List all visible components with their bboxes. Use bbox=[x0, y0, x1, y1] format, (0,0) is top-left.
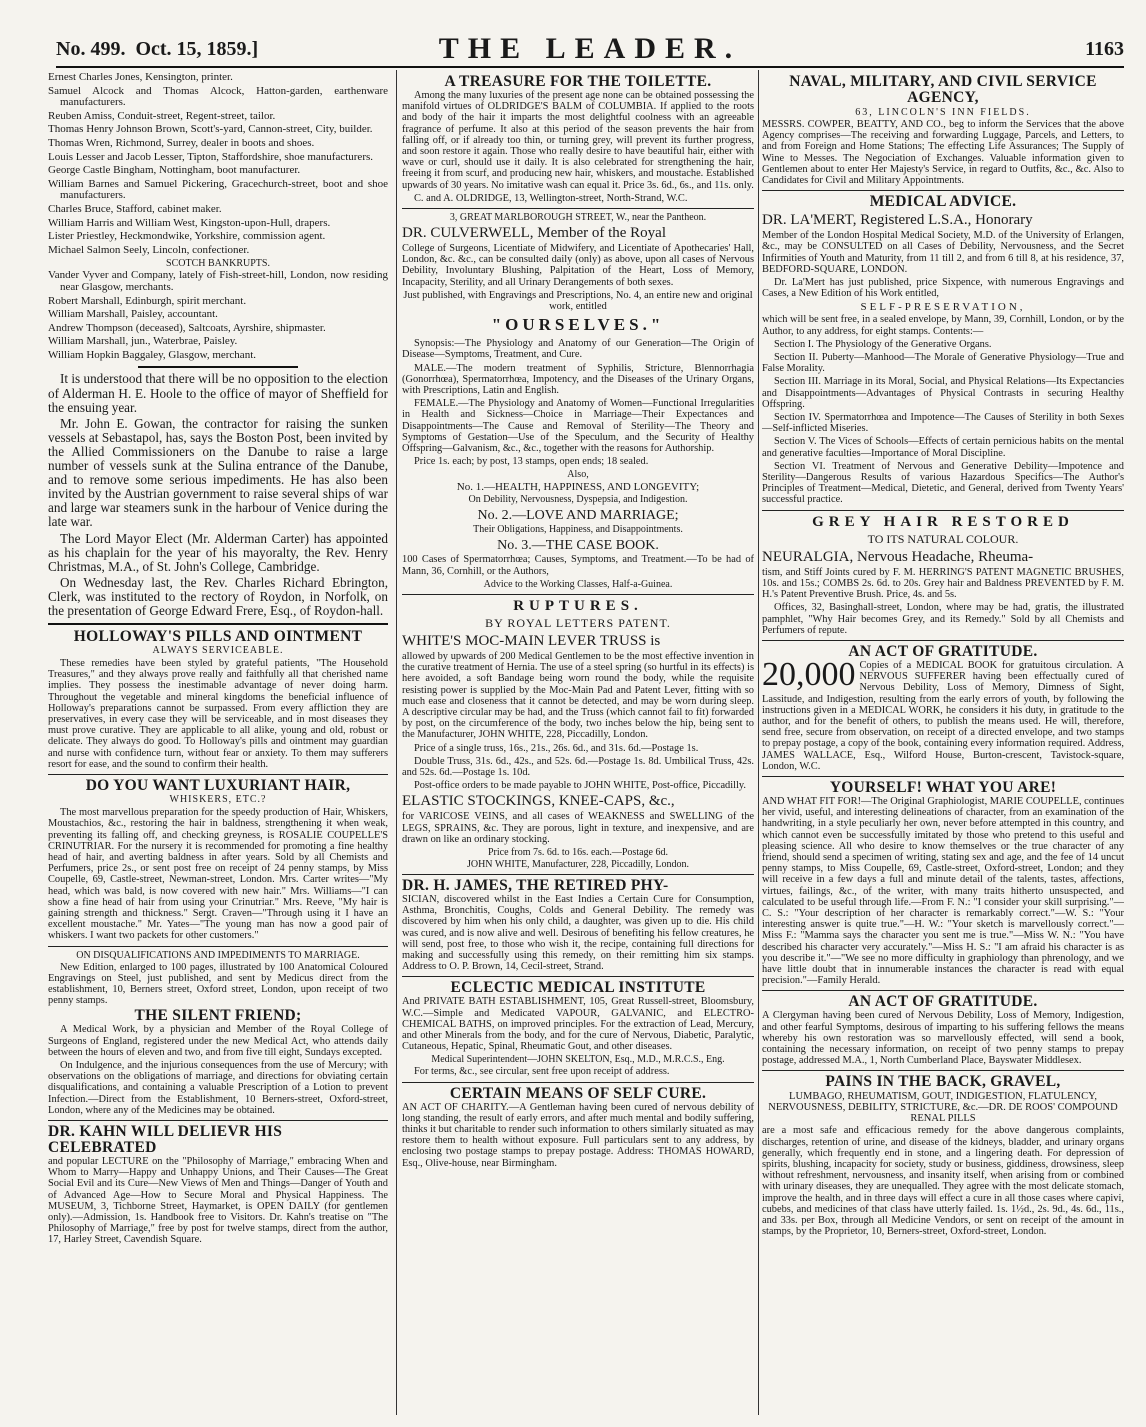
ad-title: HOLLOWAY'S PILLS AND OINTMENT bbox=[73, 628, 363, 646]
ad-title: THE SILENT FRIEND; bbox=[134, 1007, 302, 1025]
list-item: Section V. The Vices of Schools—Effects of certain pernicious habits on the mental and generative faculties—Importance of Moral Discipline. bbox=[762, 436, 1124, 459]
ad-title: GREY HAIR RESTORED bbox=[812, 513, 1074, 530]
list-item: William Harris and William West, Kingston-upon-Hull, drapers. bbox=[48, 216, 331, 229]
toilette-ad bbox=[402, 74, 754, 204]
list-item: Section IV. Spermatorrhœa and Impotence—The Causes of Sterility in both Sexes—Self-inflicted Miseries. bbox=[762, 412, 1124, 435]
column-rule bbox=[396, 70, 397, 1415]
ad-address: 63, LINCOLN'S INN FIELDS. bbox=[855, 107, 1031, 118]
news-paragraph: On Wednesday last, the Rev. Charles Richard Ebrington, Clerk, was instituted to the rectory of Roydon, in Norfolk, on the presentation of George Edward Frere, Esq., of Roydon-hall. bbox=[48, 574, 388, 618]
divider bbox=[48, 1120, 388, 1121]
column-rule bbox=[758, 70, 759, 1415]
naval-agency-ad bbox=[762, 74, 1124, 186]
renal-pills-ad bbox=[762, 1074, 1124, 1237]
ad-body: These remedies have been styled by grateful patients, "The Household Treasures," and they always prove really and faithfully all that cherished name implies. They possess the inestimable advantage of never doing harm. Throughout the vegetable and mineral kingdoms the beneficial influence of Holloway's preparations cannot be surpassed. From every affliction they are preservatives, in every case they will be serviceable, and in most diseases they must prove curative. They are applicable to all alike, young and old, robust or delicate. They always do good. To Holloway's pills and ointment may guardian and nurse with confidence turn, without fear or anxiety. To them may sufferers resort for ease, and the sound to confirm their health. bbox=[48, 658, 388, 770]
ad-title: NAVAL, MILITARY, AND CIVIL SERVICE AGENCY, bbox=[789, 73, 1097, 106]
ad-price: Price 1s. each; by post, 13 stamps, open ends; 18 sealed. bbox=[414, 456, 649, 468]
ad-body: are a most safe and efficacious remedy for the above dangerous complaints, discharges, retention of urine, and disease of the kidneys, bladder, and urinary organs generally, which frequently end in stone, and a lingering death. For depression of spirits, blushing, incapacity for society, study or business, giddiness, drowsiness, sleep without refreshment, nervousness, and insanity itself, when arising from or combined with urinary diseases, they are unequalled. They agree with the most delicate stomach, improve the health, and in three days will effect a cure in all those cases where capivi, cubebs, and medicines of that class have utterly failed. 1s. 1½d., 2s. 9d., 4s. 6d., 11s., and 33s. per Box, through all Medicine Vendors, or sent on receipt of the amount in stamps, by the Proprietor, 10, Berners-street, Oxford-street, London. bbox=[762, 1125, 1124, 1238]
ad-title: ELASTIC STOCKINGS, KNEE-CAPS, &c., bbox=[402, 793, 675, 810]
list-item: Thomas Henry Johnson Brown, Scott's-yard, Cannon-street, City, builder. bbox=[48, 123, 373, 136]
divider bbox=[48, 623, 388, 625]
ad-body: Offices, 32, Basinghall-street, London, where may be had, gratis, the illustrated pamphlet, "Why Hair becomes Grey, and its Remedy." Sold by all Chemists and Perfumers of repute. bbox=[762, 602, 1124, 636]
ad-subtitle: ALWAYS SERVICEABLE. bbox=[152, 645, 284, 657]
ad-body: AN ACT OF CHARITY.—A Gentleman having been cured of nervous debility of long standing, the result of early errors, and after much mental and bodily suffering, thinks it but charitable to render such information to others similarly situated as may restore them to health without exposure. Full particulars sent to any address, by enclosing two postage stamps to prepay postage. Address: THOMAS HOWARD, Esq., Olive-house, near Birmingham. bbox=[402, 1101, 754, 1169]
ad-title: PAINS IN THE BACK, GRAVEL, bbox=[825, 1073, 1061, 1091]
ad-body: For terms, &c., see circular, sent free upon receipt of address. bbox=[414, 1066, 670, 1078]
list-item: Michael Salmon Seely, Lincoln, confectioner. bbox=[48, 243, 250, 256]
ad-address: C. and A. OLDRIDGE, 13, Wellington-street, North-Strand, W.C. bbox=[414, 192, 688, 204]
divider bbox=[402, 874, 754, 875]
scotch-bankrupts-list bbox=[48, 270, 388, 361]
list-item: Thomas Wren, Richmond, Surrey, dealer in boots and shoes. bbox=[48, 136, 315, 149]
divider bbox=[402, 1082, 754, 1083]
ad-title: NEURALGIA, Nervous Headache, Rheuma- bbox=[762, 548, 1034, 565]
divider bbox=[762, 640, 1124, 641]
big-number: 20,000 bbox=[762, 655, 856, 693]
divider bbox=[762, 990, 1124, 991]
list-item: Robert Marshall, Edinburgh, spirit merchant. bbox=[48, 294, 247, 307]
ad-body: Post-office orders to be made payable to JOHN WHITE, Post-office, Piccadilly. bbox=[414, 780, 747, 792]
ad-body: Copies of a MEDICAL BOOK for gratuitous circulation. A NERVOUS SUFFERER having been effectually cured of Nervous Debility, Loss of Memory, Dimness of Sight, Lassitude, and Indigestion, resulting from the early errors of youth, by following the instructions given in a MEDICAL WORK, he considers it his duty, in gratitude to the author, and for the benefit of others, to publish the means used. He will, therefore, send free, secure from observation, on receipt of a directed envelope, and two stamps to prepay postage, a copy of the book, containing every information required. Address, JAMES WALLACE, Esq., Wilford House, Burton-crescent, Tavistock-square, London, W.C. bbox=[762, 659, 1124, 772]
ad-body: New Edition, enlarged to 100 pages, illustrated by 100 Anatomical Coloured Engravings on Steel, just published, and sent by Medicus direct from the establishment, 10, Berners street, Oxford street, London, upon receipt of two penny stamps. bbox=[48, 961, 388, 1007]
ad-price: Price from 7s. 6d. to 16s. each.—Postage 6d. bbox=[488, 846, 668, 858]
ad-title: CERTAIN MEANS OF SELF CURE. bbox=[449, 1084, 707, 1102]
scotch-bankrupts-heading: SCOTCH BANKRUPTS. bbox=[166, 258, 270, 270]
column-1 bbox=[48, 72, 388, 1412]
graphiologist-ad bbox=[762, 780, 1124, 986]
list-item: Lister Priestley, Heckmondwike, Yorkshire, commission agent. bbox=[48, 230, 326, 243]
ad-subtitle: LUMBAGO, RHEUMATISM, GOUT, INDIGESTION, FLATULENCY, NERVOUSNESS, DEBILITY, STRICTURE, &c.—DR. DE ROOS' COMPOUND RENAL PILLS bbox=[768, 1091, 1118, 1125]
ad-body: MALE.—The modern treatment of Syphilis, Stricture, Blennorrhagia (Gonorrhœa), Spermatorrhœa, Impotency, and the Diseases of the Urinary Organs, with Prescriptions, Latin and English. bbox=[402, 362, 754, 397]
ad-title: AN ACT OF GRATITUDE. bbox=[848, 642, 1038, 660]
silent-friend-ad bbox=[48, 1008, 388, 1116]
list-item: Samuel Alcock and Thomas Alcock, Hatton-garden, earthenware manufacturers. bbox=[48, 84, 388, 109]
news-items bbox=[48, 372, 388, 618]
ad-body: Dr. La'Mert has just published, price Sixpence, with numerous Engravings and Cases, a New Edition of his Work entitled, bbox=[762, 277, 1124, 300]
james-ad bbox=[402, 878, 754, 972]
page-number: 1163 bbox=[1085, 38, 1124, 60]
kahn-ad bbox=[48, 1124, 388, 1246]
culverwell-ad bbox=[402, 212, 754, 590]
news-paragraph: Mr. John E. Gowan, the contractor for raising the sunken vessels at Sebastapol, has, says the Boston Post, been invited by the Allied Commissioners on the Danube to raise a large number of vessels sunk at the Sulina entrance of the Danube, and to remove some serious impediments. He has also been invited by the Austrian government to raise several ships of war and large war steamers sunk in the harbour of Venice during the late war. bbox=[48, 415, 388, 530]
ad-body: SICIAN, discovered whilst in the East Indies a Certain Cure for Consumption, Asthma, Bronchitis, Coughs, Colds and General Debility. The remedy was discovered by him when his only child, a daughter, was given up to die. His child was cured, and is now alive and well. Desirous of benefiting his fellow creatures, he will send, post free, to those who wish it, the recipe, containing full directions for making and successfully using this remedy, on their remitting him six stamps. Address to O. P. Brown, 14, Cecil-street, Strand. bbox=[402, 893, 754, 973]
divider bbox=[402, 594, 754, 595]
ad-body: Their Obligations, Happiness, and Disappointments. bbox=[473, 524, 683, 536]
paper-title: THE LEADER. bbox=[438, 32, 742, 65]
ad-body: On Indulgence, and the injurious consequences from the use of Mercury; with observations on the obligations of marriage, and directions for obviating certain disqualifications, and containing a valuable Prescription of a Lotion to prevent Infection.—Direct from the Establishment, 10 Berners-street, Oxford-street, London, where any of the Medicines may be obtained. bbox=[48, 1059, 388, 1116]
ad-body: Member of the London Hospital Medical Society, M.D. of the University of Erlangen, &c., may be CONSULTED on all Cases of Debility, Nervousness, and the Secret Infirmities of Youth and Maturity, from 11 till 2, and from 6 till 8, at his residence, 37, BEDFORD-SQUARE, LONDON. bbox=[762, 230, 1124, 275]
ad-body: On Debility, Nervousness, Dyspepsia, and Indigestion. bbox=[468, 494, 688, 506]
medical-advice-ad bbox=[762, 194, 1124, 505]
ad-subtitle: No. 1.—HEALTH, HAPPINESS, AND LONGEVITY; bbox=[456, 481, 700, 494]
divider bbox=[762, 776, 1124, 777]
divider bbox=[762, 510, 1124, 511]
grey-hair-ad bbox=[762, 514, 1124, 636]
divider bbox=[48, 774, 388, 775]
clergyman-ad bbox=[762, 994, 1124, 1066]
masthead bbox=[56, 30, 1124, 68]
list-item: Section VI. Treatment of Nervous and Generative Debility—Impotence and Sterility—Dangerous Results of various Hazardous Specifics—The Author's Principles of Treatment—Medical, Dietetic, and General, derived from Twenty Years' successful practice. bbox=[762, 460, 1124, 506]
self-cure-ad bbox=[402, 1086, 754, 1169]
ad-subtitle: WHISKERS, ETC.? bbox=[169, 794, 267, 806]
news-paragraph: The Lord Mayor Elect (Mr. Alderman Carter) has appointed as his chaplain for the year of his mayoralty, the Rev. Henry Christmas, M.A., of St. John's College, Cambridge. bbox=[48, 530, 388, 574]
book-title: "OURSELVES." bbox=[491, 315, 665, 335]
ad-address: JOHN WHITE, Manufacturer, 228, Piccadilly, London. bbox=[466, 858, 690, 870]
ad-title: MEDICAL ADVICE. bbox=[869, 193, 1017, 211]
ad-title: YOURSELF! WHAT YOU ARE! bbox=[829, 778, 1057, 796]
ad-title: ON DISQUALIFICATIONS AND IMPEDIMENTS TO MARRIAGE. bbox=[76, 949, 360, 961]
ad-body: Just published, with Engravings and Prescriptions, No. 4, an entire new and original work, entitled bbox=[403, 289, 753, 313]
ad-title: AN ACT OF GRATITUDE. bbox=[848, 993, 1038, 1011]
ad-body: tism, and Stiff Joints cured by F. M. HERRING'S PATENT MAGNETIC BRUSHES, 10s. and 15s.; COMBS 2s. 6d. to 20s. Grey hair and Baldness PREVENTED by F. M. H.'s Patent Preventive Brush. Price, 4s. and 5s. bbox=[762, 566, 1124, 601]
ad-title: WHITE'S MOC-MAIN LEVER TRUSS is bbox=[402, 632, 661, 649]
list-item: William Marshall, Paisley, accountant. bbox=[48, 308, 218, 321]
list-item: Ernest Charles Jones, Kensington, printer. bbox=[48, 72, 233, 83]
ad-address: 3, GREAT MARLBOROUGH STREET, W., near the Pantheon. bbox=[449, 212, 707, 224]
ad-subtitle: No. 2.—LOVE AND MARRIAGE; bbox=[477, 508, 679, 524]
column-3 bbox=[762, 72, 1124, 1412]
list-item: William Hopkin Baggaley, Glasgow, merchant. bbox=[48, 348, 256, 361]
list-item: Section I. The Physiology of the Generative Organs. bbox=[774, 338, 992, 350]
ad-title: A TREASURE FOR THE TOILETTE. bbox=[444, 73, 712, 90]
ad-body: The most marvellous preparation for the speedy production of Hair, Whiskers, Moustachios, &c., restoring the hair in baldness, strengthening it when weak, preventing its falling off, and checking greyness, is ROSALIE COUPELLE'S CRINUTRIAR. For the nursery it is recommended for promoting a fine healthy head of hair, and averting baldness in after years. Sold by all Chemists and Perfumers, price 2s., or sent post free on receipt of 24 penny stamps, by Miss Coupelle, 69, Castle-street, Newman-street, London. Mrs. Carter writes—"My head, which was bald, is now covered with new hair." Mrs. Williams—"I can show a fine head of hair from using your Crinutriar." Mrs. Reeve, "My hair is gaining strength and thickness." Sergt. Craven—"Through using it I have an excellent moustache." Mr. Yates—"The young man has now a good pair of whiskers. I want two packets for other customers." bbox=[48, 807, 388, 942]
ruptures-ad bbox=[402, 598, 754, 791]
ad-title: DR. LA'MERT, Registered L.S.A., Honorary bbox=[762, 212, 1033, 229]
elastic-stockings-ad bbox=[402, 793, 754, 870]
divider bbox=[138, 366, 298, 368]
ad-body: Advice to the Working Classes, Half-a-Guinea. bbox=[483, 578, 673, 590]
hair-ad bbox=[48, 778, 388, 941]
ad-title: DR. H. JAMES, THE RETIRED PHY- bbox=[402, 876, 669, 894]
list-item: Charles Bruce, Stafford, cabinet maker. bbox=[48, 202, 222, 215]
list-item: Louis Lesser and Jacob Lesser, Tipton, Staffordshire, shoe manufacturers. bbox=[48, 150, 374, 163]
ad-body: MESSRS. COWPER, BEATTY, AND CO., beg to inform the Services that the above Agency comprises—The receiving and forwarding Luggage, Parcels, and Letters, to and from Foreign and Home Stations; The effecting Life Assurances; The Supply of Wine to Messes. The Negociation of Exchanges. Valuable information given to Gentlemen about to enter Her Majesty's Service, in regard to Outfits, &c., &c. Also to Candidates for Civil and Military Appointments. bbox=[762, 119, 1124, 187]
list-item: Vander Vyver and Company, lately of Fish-street-hill, London, now residing near Glasgow, merchants. bbox=[48, 269, 388, 293]
list-item: Reuben Amiss, Conduit-street, Regent-street, tailor. bbox=[48, 109, 276, 122]
ad-body: which will be sent free, in a sealed envelope, by Mann, 39, Cornhill, London, or by the Author, to any address, for eight stamps. Contents:— bbox=[762, 314, 1124, 337]
ad-body: 100 Cases of Spermatorrhœa; Causes, Symptoms, and Treatment.—To be had of Mann, 36, Cornhill, or the Authors, bbox=[402, 554, 754, 577]
ad-body: allowed by upwards of 200 Medical Gentlemen to be the most effective invention in the curative treatment of Hernia. The use of a steel spring (so hurtful in its effects) is here avoided, a soft Bandage being worn round the body, while the requisite resisting power is supplied by the Moc-Main Pad and Patent Lever, fitting with so much ease and closeness that it cannot be detected, and may be worn during sleep. A descriptive circular may be had, and the Truss (which cannot fail to fit) forwarded by post, on the circumference of the body, two inches below the hip, being sent to the Manufacturer, JOHN WHITE, 228, Piccadilly, London. bbox=[402, 650, 754, 741]
ad-price: Double Truss, 31s. 6d., 42s., and 52s. 6d.—Postage 1s. 8d. Umbilical Truss, 42s. and 52s. 6d.—Postage 1s. 10d. bbox=[402, 755, 754, 778]
ad-body: Also, bbox=[567, 469, 589, 481]
divider bbox=[402, 208, 754, 209]
holloway-ad bbox=[48, 629, 388, 770]
list-item: William Marshall, jun., Waterbrae, Paisley. bbox=[48, 335, 238, 348]
ad-title: DR. KAHN WILL DELIEVR HIS CELEBRATED bbox=[48, 1122, 283, 1156]
eclectic-ad bbox=[402, 980, 754, 1077]
ad-subtitle: BY ROYAL LETTERS PATENT. bbox=[485, 615, 671, 630]
list-item: Section III. Marriage in its Moral, Social, and Physical Relations—Its Expectancies and Disappointments—Advantages of Physical Contrasts in securing Healthy Offspring. bbox=[762, 376, 1124, 410]
ad-body: and popular LECTURE on the "Philosophy of Marriage," embracing When and Whom to Marry—Happy and Unhappy Unions, and Their Causes—The Great Social Evil and its Cure—New Views of Men and Things—Danger of Youth and of Advanced Age—How to Secure Moral and Physical Happiness. The MUSEUM, 3, Tichborne Street, Haymarket, is OPEN DAILY (for gentlemen only).—Admission, 1s. Handbook free to Visitors. Dr. Kahn's treatise on "The Philosophy of Marriage," free by post for twelve stamps, direct from the author, 17, Harley Street, Cavendish Square. bbox=[48, 1155, 388, 1246]
list-item: William Barnes and Samuel Pickering, Gracechurch-street, boot and shoe manufacturers. bbox=[48, 177, 388, 202]
ad-body: A Medical Work, by a physician and Member of the Royal College of Surgeons of England, registered under the new Medical Act, who attends daily between the hours of eleven and two, and from five till eight, Sundays excepted. bbox=[48, 1024, 388, 1058]
divider bbox=[48, 946, 388, 947]
ad-body: for VARICOSE VEINS, and all cases of WEAKNESS and SWELLING of the LEGS, SPRAINS, &c. They are porous, light in texture, and inexpensive, and are drawn on like an ordinary stocking. bbox=[402, 811, 754, 845]
ad-title: RUPTURES. bbox=[513, 597, 643, 614]
ad-body: Synopsis:—The Physiology and Anatomy of our Generation—The Origin of Disease—Symptoms, Treatment, and Cure. bbox=[402, 338, 754, 361]
list-item: Section II. Puberty—Manhood—The Morale of Generative Physiology—True and False Morality. bbox=[762, 352, 1124, 375]
ad-title: DR. CULVERWELL, Member of the Royal bbox=[402, 225, 666, 242]
ad-title: DO YOU WANT LUXURIANT HAIR, bbox=[85, 777, 351, 795]
issue-date: No. 499. Oct. 15, 1859.] bbox=[56, 38, 259, 60]
ad-body: FEMALE.—The Physiology and Anatomy of Women—Functional Irregularities in Health and Sickness—Choice in Marriage—Their Expectances and Disappointments—The Cause and Removal of Sterility—The Theory and Symptoms of Gestation—Use of the Speculum, and the Security of Healthy Offspring—Galvanism, &c., &c., together with the reasons for Authorship. bbox=[402, 398, 754, 455]
ad-price: Price of a single truss, 16s., 21s., 26s. 6d., and 31s. 6d.—Postage 1s. bbox=[414, 742, 699, 754]
bankrupts-list bbox=[48, 72, 388, 256]
ad-body: A Clergyman having been cured of Nervous Debility, Loss of Memory, Indigestion, and other fearful Symptoms, desirous of imparting to his suffering fellows the means whereby his own restoration was so marvellously effected, will send a book, containing the necessary information, on receipt of two penny stamps to prepay postage, addressed M.A., 1, North Cumberland Place, Bayswater Middlesex. bbox=[762, 1010, 1124, 1067]
ad-body: Among the many luxuries of the present age none can be obtained possessing the manifold virtues of OLDRIDGE'S BALM of COLUMBIA. If applied to the roots and body of the hair it imparts the most delightful coolness with an agreeable fragrance of perfume. It also at this period of the season prevents the hair from falling off, or if already too thin, or turning grey, will prevent its further progress, and soon restore it again. Those who really desire to have beautiful hair, either with wave or curl, should use it daily. It is also celebrated for strengthening the hair, freeing it from scurf, and producing new hair, whiskers, and moustache. Established upwards of 30 years. No imitative wash can equal it. Price 3s. 6d., 6s., and 11s. only. bbox=[402, 90, 754, 191]
book-title: SELF-PRESERVATION, bbox=[860, 301, 1026, 314]
divider bbox=[762, 1070, 1124, 1071]
disqualifications-ad bbox=[48, 950, 388, 1007]
column-2 bbox=[402, 72, 754, 1412]
list-item: Andrew Thompson (deceased), Saltcoats, Ayrshire, shipmaster. bbox=[48, 321, 326, 334]
ad-body: Medical Superintendent—JOHN SKELTON, Esq., M.D., M.R.C.S., Eng. bbox=[431, 1054, 725, 1066]
divider bbox=[762, 190, 1124, 191]
ad-subtitle: No. 3.—THE CASE BOOK. bbox=[497, 538, 659, 554]
divider bbox=[402, 976, 754, 977]
ad-subtitle: TO ITS NATURAL COLOUR. bbox=[867, 531, 1019, 546]
list-item: George Castle Bingham, Nottingham, boot manufacturer. bbox=[48, 164, 301, 177]
act-of-gratitude-ad bbox=[762, 644, 1124, 772]
ad-body: AND WHAT FIT FOR!—The Original Graphiologist, MARIE COUPELLE, continues her vivid, useful, and interesting delineations of character, from an examination of the handwriting, in a style peculiarly her own, never before attempted in this country, and which cannot even be successfully imitated by those who pretend to this useful and pleasing science. All who desire to know themselves or the true character of any friend, should send a specimen of writing, stating sex and age, and the fee of 14 uncut penny stamps, to Miss Coupelle, 69, Castle-street, Oxford-street, London; and they will receive in a few days a full and minute detail of the talents, tastes, affections, virtues, failings, &c., of the writer, with many traits hitherto unsuspected, and calculated to be useful through life.—From F. N.: "I consider your skill surprising."—C. S.: "Your description of her character is remarkably correct."—W. S.: "Your interesting answer is quite true."—H. W.: "Your sketch is marvellously correct."—Miss F.: "Mamma says the character you sent me is true."—Miss W. N.: "You have described his character very accurately."—Miss H. S.: "I am afraid his character is as you describe it."—"We see no more difficulty in graphiology than phrenology, and we have little doubt that in innumerable instances the character is read with equal precision."—Family Herald. bbox=[762, 795, 1124, 987]
ad-body: College of Surgeons, Licentiate of Midwifery, and Licentiate of Apothecaries' Hall, London, &c. &c., can be consulted daily (only) as above, upon all cases of Nervous Debility, Involuntary Blushing, Palpitation of the Heart, Loss of Memory, Incapacity, Sterility, and all Urinary Derangements of both sexes. bbox=[402, 243, 754, 288]
news-paragraph: It is understood that there will be no opposition to the election of Alderman H. E. Hoole to the office of mayor of Sheffield for the ensuing year. bbox=[48, 371, 388, 415]
ad-title: ECLECTIC MEDICAL INSTITUTE bbox=[450, 979, 706, 997]
ad-body: And PRIVATE BATH ESTABLISHMENT, 105, Great Russell-street, Bloomsbury, W.C.—Simple and Medicated VAPOUR, GALVANIC, and ELECTRO-CHEMICAL BATHS, on improved principles. For the extraction of Lead, Mercury, and other Minerals from the body, and for the cure of Nervous, Diabetic, Paralytic, Cutaneous, Hepatic, Spinal, Rheumatic Gout, and other diseases. bbox=[402, 996, 754, 1053]
